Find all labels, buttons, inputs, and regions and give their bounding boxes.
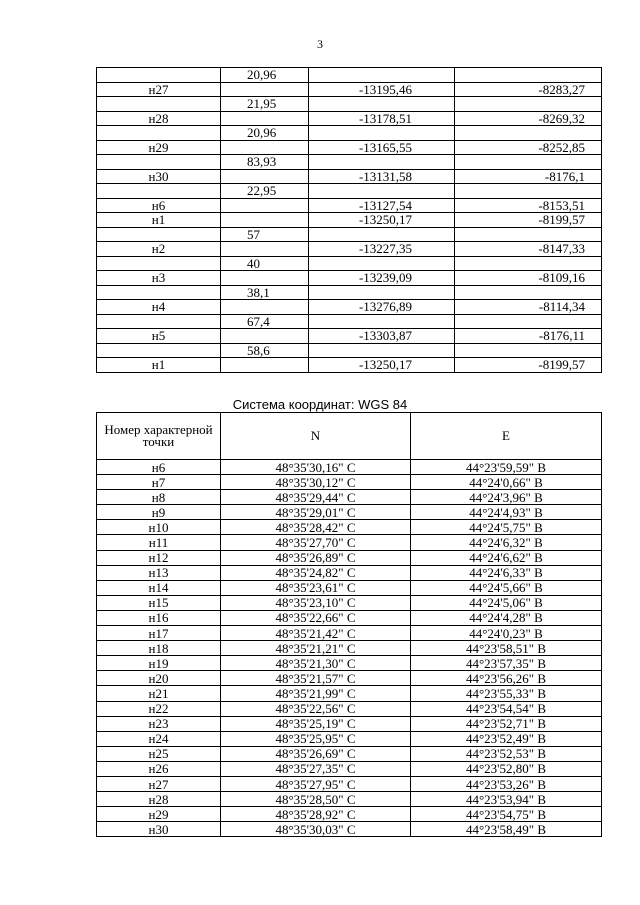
- y-cell: [455, 155, 602, 170]
- longitude-cell: 44°24'5,75" В: [411, 520, 602, 535]
- point-cell: н12: [97, 550, 221, 565]
- latitude-cell: 48°35'25,95" С: [221, 731, 411, 746]
- table-row: [97, 746, 602, 761]
- point-cell: н27: [97, 776, 221, 791]
- table-row: [97, 213, 602, 228]
- y-cell: -8114,34: [455, 300, 602, 315]
- point-cell: н2: [97, 242, 221, 257]
- point-cell: [97, 256, 221, 271]
- longitude-cell: 44°23'54,54" В: [411, 701, 602, 716]
- table-row: [97, 565, 602, 580]
- longitude-cell: 44°24'4,93" В: [411, 505, 602, 520]
- table-row: [97, 475, 602, 490]
- y-cell: -8283,27: [455, 82, 602, 97]
- coordinate-system-caption: Система координат: WGS 84: [232, 397, 408, 412]
- y-cell: [455, 126, 602, 141]
- x-cell: -13131,58: [309, 169, 455, 184]
- table-row: [97, 227, 602, 242]
- coordinates-table-wgs84-body: [97, 460, 602, 837]
- point-cell: н19: [97, 656, 221, 671]
- latitude-cell: 48°35'27,70" С: [221, 535, 411, 550]
- longitude-cell: 44°23'53,94" В: [411, 792, 602, 807]
- table-row: [97, 716, 602, 731]
- table-row: [97, 626, 602, 641]
- longitude-cell: 44°23'52,71" В: [411, 716, 602, 731]
- y-cell: -8199,57: [455, 358, 602, 373]
- y-cell: [455, 97, 602, 112]
- point-cell: [97, 184, 221, 199]
- latitude-cell: 48°35'30,03" С: [221, 822, 411, 837]
- point-cell: н16: [97, 610, 221, 625]
- header-n: N: [221, 413, 411, 460]
- distance-cell: 38,1: [221, 285, 309, 300]
- latitude-cell: 48°35'28,50" С: [221, 792, 411, 807]
- table-row: [97, 242, 602, 257]
- point-cell: н28: [97, 792, 221, 807]
- x-cell: [309, 256, 455, 271]
- latitude-cell: 48°35'21,30" С: [221, 656, 411, 671]
- table-row: [97, 314, 602, 329]
- x-cell: [309, 184, 455, 199]
- point-cell: н25: [97, 746, 221, 761]
- latitude-cell: 48°35'27,35" С: [221, 761, 411, 776]
- table-row: [97, 111, 602, 126]
- x-cell: [309, 343, 455, 358]
- point-cell: н29: [97, 140, 221, 155]
- longitude-cell: 44°23'53,26" В: [411, 776, 602, 791]
- point-cell: [97, 155, 221, 170]
- point-cell: [97, 126, 221, 141]
- y-cell: -8109,16: [455, 271, 602, 286]
- table-row: [97, 343, 602, 358]
- y-cell: -8147,33: [455, 242, 602, 257]
- table-row: [97, 776, 602, 791]
- longitude-cell: 44°23'55,33" В: [411, 686, 602, 701]
- table-row: [97, 807, 602, 822]
- table-row: [97, 686, 602, 701]
- distance-cell: [221, 329, 309, 344]
- point-cell: н5: [97, 329, 221, 344]
- latitude-cell: 48°35'30,16" С: [221, 460, 411, 475]
- distance-cell: 67,4: [221, 314, 309, 329]
- x-cell: [309, 155, 455, 170]
- latitude-cell: 48°35'23,10" С: [221, 595, 411, 610]
- table-row: [97, 82, 602, 97]
- table-row: [97, 671, 602, 686]
- point-cell: н3: [97, 271, 221, 286]
- point-cell: [97, 285, 221, 300]
- table-row: [97, 140, 602, 155]
- x-cell: [309, 227, 455, 242]
- table-row: [97, 155, 602, 170]
- distance-cell: 58,6: [221, 343, 309, 358]
- latitude-cell: 48°35'22,56" С: [221, 701, 411, 716]
- point-cell: н15: [97, 595, 221, 610]
- latitude-cell: 48°35'24,82" С: [221, 565, 411, 580]
- point-cell: н14: [97, 580, 221, 595]
- point-cell: н30: [97, 169, 221, 184]
- coordinates-table-wgs84: [96, 412, 602, 837]
- distance-cell: [221, 300, 309, 315]
- x-cell: [309, 285, 455, 300]
- x-cell: -13227,35: [309, 242, 455, 257]
- longitude-cell: 44°23'52,53" В: [411, 746, 602, 761]
- table-header-row: [97, 413, 602, 460]
- x-cell: -13250,17: [309, 358, 455, 373]
- latitude-cell: 48°35'21,21" С: [221, 641, 411, 656]
- longitude-cell: 44°24'6,32" В: [411, 535, 602, 550]
- x-cell: [309, 314, 455, 329]
- latitude-cell: 48°35'29,44" С: [221, 490, 411, 505]
- point-cell: н29: [97, 807, 221, 822]
- x-cell: [309, 126, 455, 141]
- point-cell: н13: [97, 565, 221, 580]
- distance-cell: [221, 111, 309, 126]
- point-cell: [97, 227, 221, 242]
- table-row: [97, 550, 602, 565]
- y-cell: [455, 227, 602, 242]
- point-cell: н23: [97, 716, 221, 731]
- point-cell: н8: [97, 490, 221, 505]
- table-row: [97, 580, 602, 595]
- point-cell: н18: [97, 641, 221, 656]
- point-cell: н1: [97, 213, 221, 228]
- latitude-cell: 48°35'21,57" С: [221, 671, 411, 686]
- latitude-cell: 48°35'26,89" С: [221, 550, 411, 565]
- table-row: [97, 460, 602, 475]
- point-cell: н9: [97, 505, 221, 520]
- table-row: [97, 535, 602, 550]
- distance-cell: 21,95: [221, 97, 309, 112]
- x-cell: [309, 68, 455, 83]
- table-row: [97, 731, 602, 746]
- table-row: [97, 126, 602, 141]
- header-point-number: Номер характерной точки: [97, 413, 221, 460]
- point-cell: [97, 343, 221, 358]
- y-cell: [455, 285, 602, 300]
- latitude-cell: 48°35'23,61" С: [221, 580, 411, 595]
- table-row: [97, 610, 602, 625]
- distance-cell: [221, 82, 309, 97]
- x-cell: [309, 97, 455, 112]
- latitude-cell: 48°35'30,12" С: [221, 475, 411, 490]
- distance-cell: [221, 242, 309, 257]
- latitude-cell: 48°35'29,01" С: [221, 505, 411, 520]
- distance-cell: 20,96: [221, 68, 309, 83]
- table-row: [97, 97, 602, 112]
- longitude-cell: 44°23'54,75" В: [411, 807, 602, 822]
- longitude-cell: 44°24'0,66" В: [411, 475, 602, 490]
- point-cell: н4: [97, 300, 221, 315]
- table-row: [97, 701, 602, 716]
- latitude-cell: 48°35'26,69" С: [221, 746, 411, 761]
- point-cell: н27: [97, 82, 221, 97]
- table-row: [97, 271, 602, 286]
- distance-cell: [221, 140, 309, 155]
- y-cell: -8269,32: [455, 111, 602, 126]
- table-row: [97, 256, 602, 271]
- point-cell: н24: [97, 731, 221, 746]
- longitude-cell: 44°23'58,51" В: [411, 641, 602, 656]
- y-cell: -8153,51: [455, 198, 602, 213]
- latitude-cell: 48°35'21,42" С: [221, 626, 411, 641]
- page-number: 3: [317, 37, 323, 51]
- header-e: E: [411, 413, 602, 460]
- distance-cell: 22,95: [221, 184, 309, 199]
- x-cell: -13195,46: [309, 82, 455, 97]
- longitude-cell: 44°23'57,35" В: [411, 656, 602, 671]
- longitude-cell: 44°24'5,06" В: [411, 595, 602, 610]
- x-cell: -13239,09: [309, 271, 455, 286]
- distance-cell: [221, 358, 309, 373]
- distance-cell: [221, 271, 309, 286]
- longitude-cell: 44°23'52,80" В: [411, 761, 602, 776]
- point-cell: н10: [97, 520, 221, 535]
- y-cell: [455, 256, 602, 271]
- longitude-cell: 44°24'5,66" В: [411, 580, 602, 595]
- table-row: [97, 761, 602, 776]
- y-cell: -8176,1: [455, 169, 602, 184]
- longitude-cell: 44°23'59,59" В: [411, 460, 602, 475]
- point-cell: н26: [97, 761, 221, 776]
- point-cell: н30: [97, 822, 221, 837]
- point-cell: [97, 68, 221, 83]
- latitude-cell: 48°35'28,92" С: [221, 807, 411, 822]
- distance-cell: [221, 213, 309, 228]
- y-cell: [455, 68, 602, 83]
- point-cell: н6: [97, 198, 221, 213]
- distance-cell: [221, 169, 309, 184]
- table-row: [97, 490, 602, 505]
- y-cell: -8252,85: [455, 140, 602, 155]
- point-cell: н17: [97, 626, 221, 641]
- x-cell: -13178,51: [309, 111, 455, 126]
- point-cell: н20: [97, 671, 221, 686]
- point-cell: н21: [97, 686, 221, 701]
- coordinates-table-local-body: [97, 68, 602, 373]
- table-row: [97, 184, 602, 199]
- table-row: [97, 68, 602, 83]
- longitude-cell: 44°24'6,62" В: [411, 550, 602, 565]
- longitude-cell: 44°23'58,49" В: [411, 822, 602, 837]
- point-cell: н7: [97, 475, 221, 490]
- latitude-cell: 48°35'21,99" С: [221, 686, 411, 701]
- table-row: [97, 358, 602, 373]
- point-cell: [97, 97, 221, 112]
- distance-cell: [221, 198, 309, 213]
- point-cell: н1: [97, 358, 221, 373]
- x-cell: -13250,17: [309, 213, 455, 228]
- table-row: [97, 300, 602, 315]
- distance-cell: 40: [221, 256, 309, 271]
- x-cell: -13276,89: [309, 300, 455, 315]
- y-cell: [455, 184, 602, 199]
- point-cell: н11: [97, 535, 221, 550]
- y-cell: [455, 314, 602, 329]
- longitude-cell: 44°23'56,26" В: [411, 671, 602, 686]
- longitude-cell: 44°23'52,49" В: [411, 731, 602, 746]
- distance-cell: 83,93: [221, 155, 309, 170]
- point-cell: [97, 314, 221, 329]
- table-row: [97, 792, 602, 807]
- longitude-cell: 44°24'4,28" В: [411, 610, 602, 625]
- table-row: [97, 169, 602, 184]
- point-cell: н22: [97, 701, 221, 716]
- latitude-cell: 48°35'28,42" С: [221, 520, 411, 535]
- table-row: [97, 198, 602, 213]
- x-cell: -13303,87: [309, 329, 455, 344]
- coordinates-table-local: [96, 67, 602, 373]
- x-cell: -13127,54: [309, 198, 455, 213]
- distance-cell: 20,96: [221, 126, 309, 141]
- table-row: [97, 822, 602, 837]
- table-row: [97, 505, 602, 520]
- y-cell: -8199,57: [455, 213, 602, 228]
- table-row: [97, 329, 602, 344]
- x-cell: -13165,55: [309, 140, 455, 155]
- table-row: [97, 641, 602, 656]
- latitude-cell: 48°35'27,95" С: [221, 776, 411, 791]
- table-row: [97, 520, 602, 535]
- table-row: [97, 595, 602, 610]
- point-cell: н6: [97, 460, 221, 475]
- latitude-cell: 48°35'22,66" С: [221, 610, 411, 625]
- latitude-cell: 48°35'25,19" С: [221, 716, 411, 731]
- y-cell: -8176,11: [455, 329, 602, 344]
- longitude-cell: 44°24'0,23" В: [411, 626, 602, 641]
- longitude-cell: 44°24'6,33" В: [411, 565, 602, 580]
- table-row: [97, 285, 602, 300]
- point-cell: н28: [97, 111, 221, 126]
- longitude-cell: 44°24'3,96" В: [411, 490, 602, 505]
- distance-cell: 57: [221, 227, 309, 242]
- y-cell: [455, 343, 602, 358]
- table-row: [97, 656, 602, 671]
